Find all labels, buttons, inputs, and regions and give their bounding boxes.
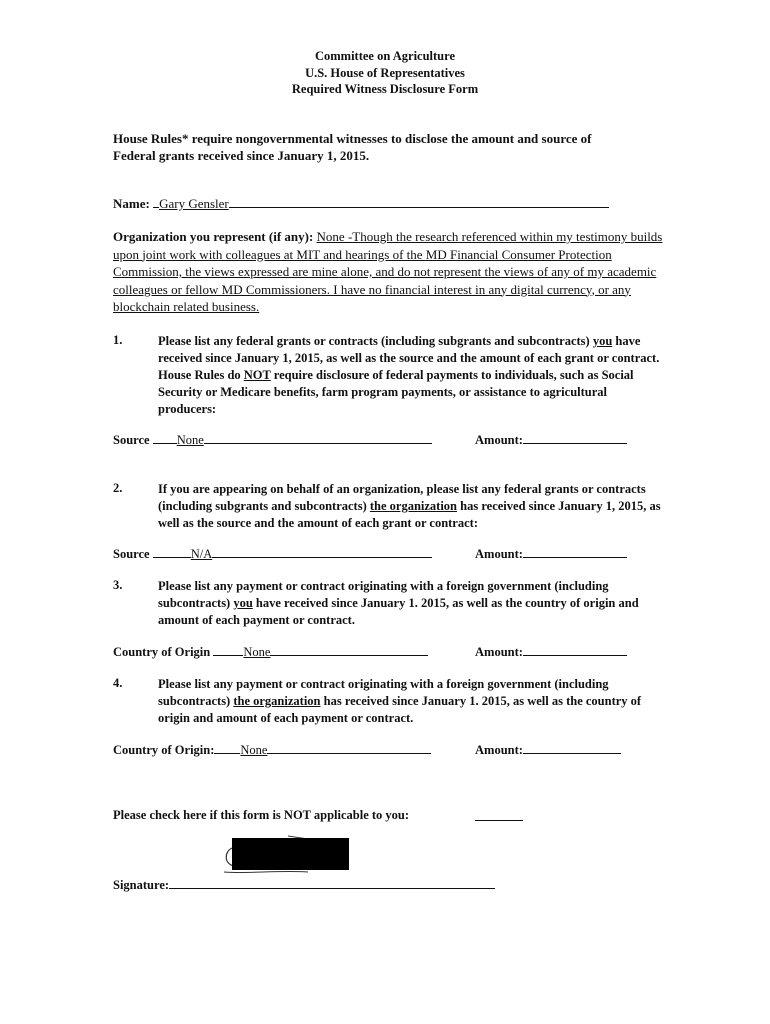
- item-4-emph: the organization: [233, 694, 321, 708]
- signature-field[interactable]: [169, 876, 495, 889]
- organization-label: Organization you represent (if any):: [113, 229, 314, 244]
- name-row: [113, 195, 609, 212]
- signature-row: [113, 876, 495, 894]
- item-4-amount-field[interactable]: [523, 741, 621, 754]
- item-4-country-value[interactable]: None: [240, 743, 268, 757]
- item-3-number: 3.: [113, 578, 123, 592]
- item-2-source-row: [113, 545, 432, 563]
- item-1-amount-label: Amount:: [475, 433, 523, 447]
- item-1-amount-row: [475, 431, 627, 449]
- item-1-number: 1.: [113, 333, 123, 347]
- item-1-emph-not: NOT: [243, 368, 271, 382]
- item-1-amount-field[interactable]: [523, 431, 627, 444]
- item-2-number: 2.: [113, 481, 123, 495]
- item-3-country-label: Country of Origin: [113, 645, 211, 659]
- not-applicable-checkbox-line[interactable]: [475, 808, 523, 821]
- item-3-country-row: [113, 643, 428, 661]
- item-3-amount-row: [475, 643, 627, 661]
- signature-redaction: [232, 838, 349, 870]
- organization-block: [113, 228, 673, 316]
- header-form-title: Required Witness Disclosure Form: [291, 82, 479, 96]
- item-4-amount-row: [475, 741, 621, 759]
- item-1-source-value[interactable]: None: [176, 433, 204, 447]
- item-2-source-value[interactable]: N/A: [190, 547, 213, 561]
- item-1-source-label: Source: [113, 433, 150, 447]
- item-3-emph: you: [233, 596, 253, 610]
- item-2-amount-field[interactable]: [523, 545, 627, 558]
- item-4-country-label: Country of Origin:: [113, 743, 215, 757]
- item-3-country-value[interactable]: None: [243, 645, 271, 659]
- item-4-text: Please list any payment or contract originating with a foreign government (including subcontracts) the organization has received since January 1. 2015, as well as the country of origin and amount of each payment or contract.: [158, 677, 642, 725]
- item-2-emph: the organization: [369, 499, 458, 513]
- item-2-text: If you are appearing on behalf of an organization, please list any federal grants or contracts (including subgrants and subcontracts) the organization has received since January 1, 2015, as well as the source and the amount of each grant or contract:: [158, 482, 661, 530]
- item-3-text: Please list any payment or contract originating with a foreign government (including subcontracts) you have received since January 1. 2015, as well as the country of origin and amount of each payment or contract.: [158, 579, 639, 627]
- organization-response[interactable]: None -Though the research referenced within my testimony builds upon joint work with colleagues at MIT and hearings of the MD Financial Consumer Protection Commission, the views expressed are mine alone, and do not represent the views of any of my academic colleagues or fellow MD Commissioners. I have no financial interest in any digital currency, or any blockchain related business.: [113, 229, 663, 314]
- header-house: U.S. House of Representatives: [305, 66, 465, 80]
- signature-label: Signature:: [113, 878, 170, 892]
- intro-line-1: House Rules* require nongovernmental witnesses to disclose the amount and source of: [113, 131, 592, 146]
- item-4-amount-label: Amount:: [475, 743, 523, 757]
- item-4-country-row: [113, 741, 431, 759]
- item-1-text: Please list any federal grants or contracts (including subgrants and subcontracts) you have received since January 1, 2015, as well as the source and the amount of each grant or contract. House Rules do NOT require disclosure of federal payments to individuals, such as Social Security or Medicare benefits, farm program payments, or assistance to agricultural producers:: [158, 334, 660, 416]
- item-2-amount-label: Amount:: [475, 547, 523, 561]
- item-4-number: 4.: [113, 676, 123, 690]
- name-label: Name:: [113, 196, 150, 211]
- not-applicable-label: Please check here if this form is NOT applicable to you:: [113, 808, 410, 822]
- item-3-amount-label: Amount:: [475, 645, 523, 659]
- item-2-source-label: Source: [113, 547, 150, 561]
- item-2-amount-row: [475, 545, 627, 563]
- name-value[interactable]: Gary Gensler: [159, 196, 229, 211]
- item-1-emph: you: [592, 334, 613, 348]
- item-3-amount-field[interactable]: [523, 643, 627, 656]
- header-committee: Committee on Agriculture: [314, 49, 455, 63]
- name-underline: [229, 195, 609, 208]
- intro-line-2: Federal grants received since January 1, 2015.: [113, 148, 370, 163]
- item-1-source-row: [113, 431, 432, 449]
